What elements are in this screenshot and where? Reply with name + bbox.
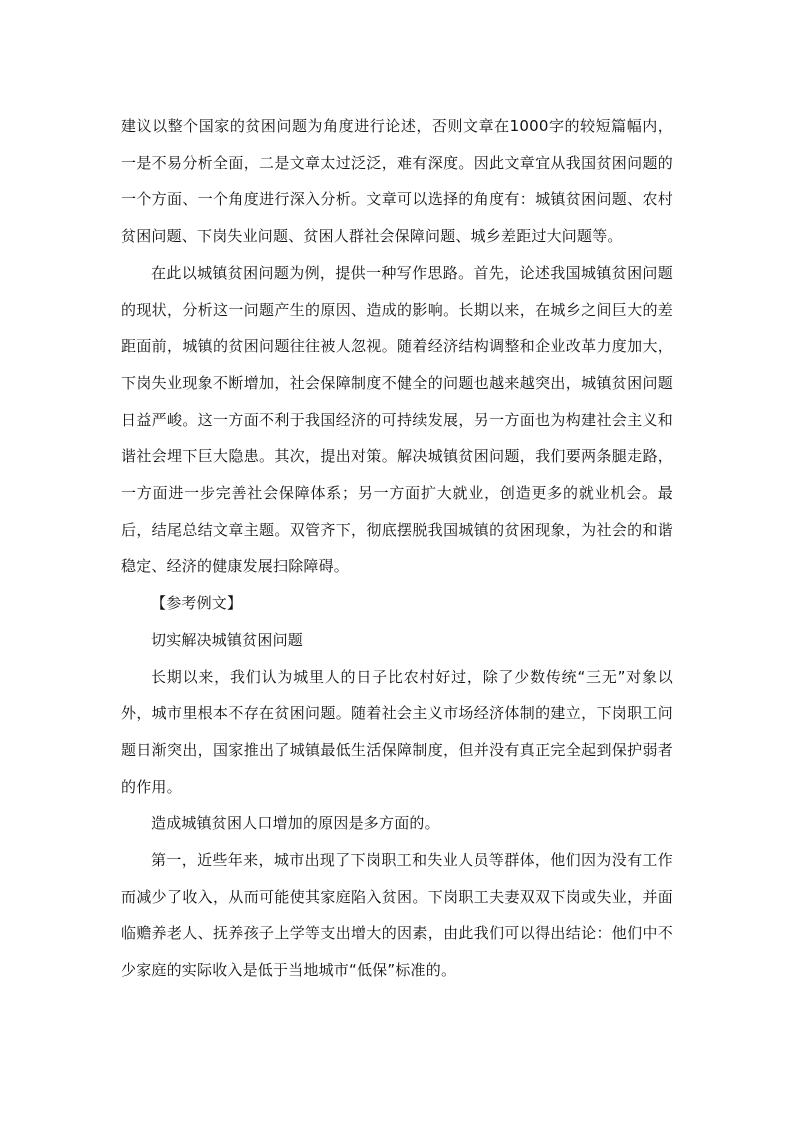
essay-paragraph-causes: 造成城镇贫困人口增加的原因是多方面的。 (151, 814, 440, 833)
document-body (121, 108, 673, 989)
essay-paragraph-intro: 长期以来，我们认为城里人的日子比农村好过，除了少数传统“三无”对象以外，城市里根本不存在贫困问题。随着社会主义市场经济体制的建立，下岗职工问题日渐突出，国家推出了城镇最低生活保障制度，但并没有真正完全起到保护弱者的作用。 (121, 667, 673, 796)
essay-paragraph-first-cause: 第一，近些年来，城市出现了下岗职工和失业人员等群体，他们因为没有工作而减少了收入，从而可能使其家庭陷入贫困。下岗职工夫妻双双下岗或失业，并面临赡养老人、抚养孩子上学等支出增大的因素，由此我们可以得出结论：他们中不少家庭的实际收入是低于当地城市“低保”标准的。 (121, 851, 673, 980)
reference-essay-heading: 【参考例文】 (151, 594, 243, 613)
essay-title: 切实解决城镇贫困问题 (151, 630, 304, 649)
paragraph-writing-approach: 在此以城镇贫困问题为例，提供一种写作思路。首先，论述我国城镇贫困问题的现状，分析这一问题产生的原因、造成的影响。长期以来，在城乡之间巨大的差距面前，城镇的贫困问题往往被人忽视。随着经济结构调整和企业改革力度加大，下岗失业现象不断增加，社会保障制度不健全的问题也越来越突出，城镇贫困问题日益严峻。这一方面不利于我国经济的可持续发展，另一方面也为构建社会主义和谐社会埋下巨大隐患。其次，提出对策。解决城镇贫困问题，我们要两条腿走路，一方面进一步完善社会保障体系；另一方面扩大就业，创造更多的就业机会。最后，结尾总结文章主题。双管齐下，彻底摆脱我国城镇的贫困现象，为社会的和谐稳定、经济的健康发展扫除障碍。 (121, 263, 673, 576)
paragraph-angle-suggestion: 建议以整个国家的贫困问题为角度进行论述，否则文章在1000字的较短篇幅内，一是不易分析全面，二是文章太过泛泛，难有深度。因此文章宜从我国贫困问题的一个方面、一个角度进行深入分析。文章可以选择的角度有：城镇贫困问题、农村贫困问题、下岗失业问题、贫困人群社会保障问题、城乡差距过大问题等。 (121, 117, 673, 246)
